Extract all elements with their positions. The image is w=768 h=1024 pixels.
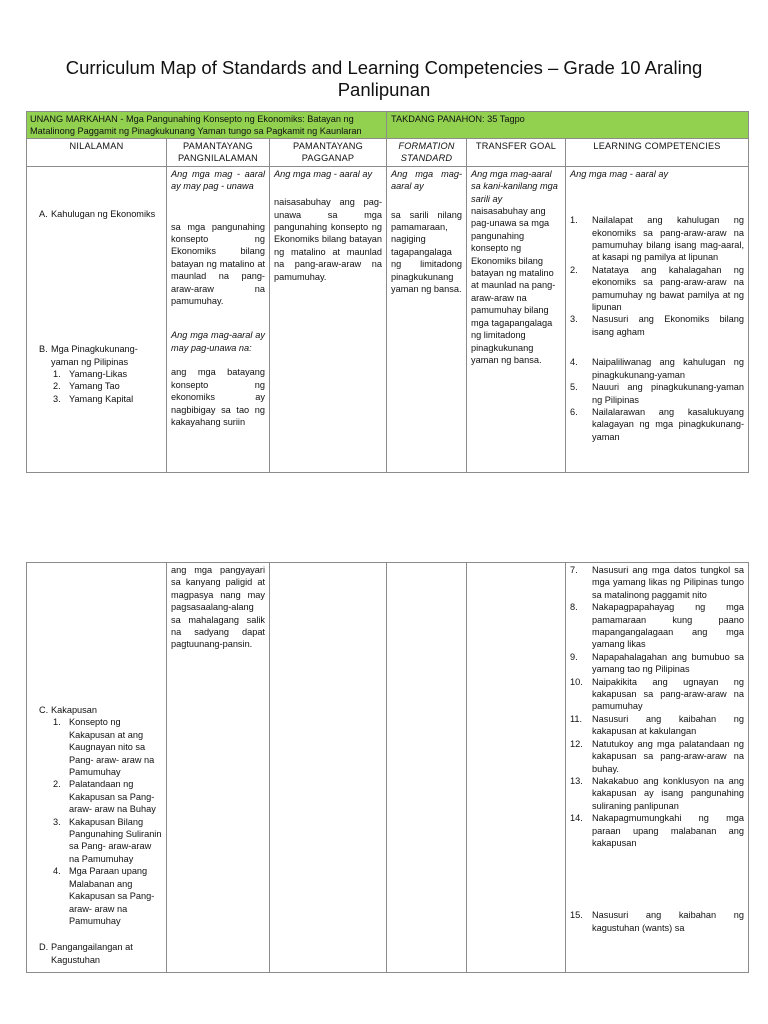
competency-item: 10. Naipakikita ang ugnayan ng kakapusan sa pang-araw-araw na pamumuhay xyxy=(570,676,744,712)
topic-c-item: 2. Palatandaan ng Kakapusan sa Pang-araw- araw na Buhay xyxy=(53,779,156,815)
pangnilalaman-continued-text: ang mga pangyayari sa kanyang paligid at magpasya nang may pagsasaalang-alang sa mahalagang salik na sadyang dapat pagtuunang-pansin. xyxy=(171,565,265,650)
pangnilalaman-body: sa mga pangunahing konsepto ng Ekonomiks bilang batayan ng matalino at maunlad na pang-araw-araw na pamumuhay. xyxy=(171,221,265,307)
competencies-intro: Ang mga mag - aaral ay xyxy=(570,168,669,179)
column-header-competencies: LEARNING COMPETENCIES xyxy=(566,139,749,167)
competencies-cell-continued xyxy=(566,563,749,973)
competency-item: 7. Nasusuri ang mga datos tungkol sa mga yamang likas ng Pilipinas tungo sa matalinong paggamit nito xyxy=(570,565,744,600)
column-header-transfer: TRANSFER GOAL xyxy=(467,139,566,167)
formation-cell-continued xyxy=(387,563,467,973)
pangnilalaman-intro-2: Ang mga mag-aaral ay may pag-unawa na: xyxy=(171,330,265,353)
competency-item: 11. Nasusuri ang kaibahan ng kakapusan at kakulangan xyxy=(570,713,744,737)
curriculum-table-part-2 xyxy=(26,562,749,973)
pangnilalaman-intro: Ang mga mag - aaral ay may pag - unawa xyxy=(171,168,265,192)
topic-c-item: 4. Mga Paraan upang Malabanan ang Kakapusan sa Pang-araw- araw na Pamumuhay xyxy=(53,866,155,926)
competency-item: 6. Nailalarawan ang kasalukuyang kalagayan ng mga pinagkukunang-yaman xyxy=(570,406,745,442)
competencies-cell xyxy=(566,166,749,472)
topic-b-item: 2. Yamang Tao xyxy=(53,381,120,392)
topic-c-item: 1. Konsepto ng Kakapusan at ang Kaugnayan nito sa Pang- araw- araw na Pamumuhay xyxy=(53,717,155,778)
pagganap-cell xyxy=(270,166,387,472)
competency-item: 5. Nauuri ang pinagkukunang-yaman ng Pilipinas xyxy=(570,382,745,405)
nilalaman-cell-continued xyxy=(27,563,167,973)
curriculum-table-part-1 xyxy=(26,111,749,473)
topic-b-item: 3. Yamang Kapital xyxy=(53,393,134,404)
topic-c-item: 3. Kakapusan Bilang Pangunahing Suliranin sa Pang- araw-araw na Pamumuhay xyxy=(53,816,162,864)
pangnilalaman-cell-continued xyxy=(167,563,270,973)
column-header-nilalaman: NILALAMAN xyxy=(27,139,167,167)
formation-cell xyxy=(387,166,467,472)
topic-c: C. Kakapusan xyxy=(39,705,97,715)
pagganap-body: naisasabuhay ang pag-unawa sa mga pangunahing konsepto ng Ekonomiks bilang batayan ng matalino at maunlad na pang-araw-araw na pamumuhay. xyxy=(274,197,383,282)
transfer-cell-continued xyxy=(467,563,566,973)
pangnilalaman-cell xyxy=(167,166,270,472)
competency-item: 4. Naipaliliwanag ang kahulugan ng pinagkukunang-yaman xyxy=(570,357,745,380)
competency-item: 8. Nakapagpapahayag ng mga pamamaraan kung paano mapangangalagaan ang mga yamang likas xyxy=(570,602,744,650)
topic-b: B. Mga Pinagkukunang-yaman ng Pilipinas xyxy=(39,344,138,367)
column-header-formation: FORMATION STANDARD xyxy=(387,139,467,167)
topic-d: D. Pangangailangan at Kagustuhan xyxy=(39,942,133,965)
pagganap-cell-continued xyxy=(270,563,387,973)
transfer-body: naisasabuhay ang pag-unawa sa mga pangunahing konsepto ng Ekonomiks bilang batayan ng matalino at maunlad na pang-araw-araw na pamumuhay bilang mga tagapangalaga ng limitadong pinagkukunang yaman ng bansa. xyxy=(471,206,556,365)
transfer-intro: Ang mga mag-aaral sa kani-kanilang mga sarili ay xyxy=(471,168,558,204)
formation-intro: Ang mga mag-aaral ay xyxy=(391,168,463,192)
quarter-header: UNANG MARKAHAN - Mga Pangunahing Konsepto ng Ekonomiks: Batayan ng Matalinong Paggamit ng Pinagkukunang Yaman tungo sa Pagkamit ng Kaunlaran xyxy=(27,112,387,139)
competency-item: 2. Natataya ang kahalagahan ng ekonomiks sa pang-araw-araw na pamumuhay ng bawat pamilya at ng lipunan xyxy=(570,264,745,313)
competency-item: 13. Nakakabuo ang konklusyon na ang kakapusan ay isang pangunahing suliraning panlipunan xyxy=(570,775,744,811)
topic-b-item: 1. Yamang-Likas xyxy=(53,369,128,380)
column-header-pagganap: PAMANTAYANG PAGGANAP xyxy=(270,139,387,167)
competency-item: 15. Nasusuri ang kaibahan ng kagustuhan (wants) sa xyxy=(570,910,744,933)
formation-body: sa sarili nilang pamamaraan, nagiging tagapangalaga ng limitadong pinagkukunang yaman ng bansa. xyxy=(391,209,463,295)
competency-item: 1. Nailalapat ang kahulugan ng ekonomiks sa pang-araw-araw na pamumuhay bilang isang mag-aaral, at kasapi ng pamilya at lipunan xyxy=(570,215,745,263)
pagganap-intro: Ang mga mag - aaral ay xyxy=(274,168,373,179)
time-allotment-header: TAKDANG PANAHON: 35 Tagpo xyxy=(387,112,749,139)
pangnilalaman-body-2: ang mga batayang konsepto ng ekonomiks ay nagbibigay sa tao ng kakayahang suriin xyxy=(171,367,265,427)
competency-item: 3. Nasusuri ang Ekonomiks bilang isang agham xyxy=(570,314,745,337)
transfer-cell xyxy=(467,166,566,472)
topic-a: A. Kahulugan ng Ekonomiks xyxy=(39,208,156,219)
page-title: Curriculum Map of Standards and Learning Competencies – Grade 10 Araling Panlipunan xyxy=(65,57,703,100)
nilalaman-cell xyxy=(27,166,167,472)
competency-item: 12. Natutukoy ang mga palatandaan ng kakapusan sa pang-araw-araw na buhay. xyxy=(570,738,744,774)
column-header-pangnilalaman: PAMANTAYANG PANGNILALAMAN xyxy=(167,139,270,167)
competency-item: 9. Napapahalagahan ang bumubuo sa yamang tao ng Pilipinas xyxy=(570,651,744,675)
competency-item: 14. Nakapagmumungkahi ng mga paraan upang malabanan ang kakapusan xyxy=(570,813,744,848)
